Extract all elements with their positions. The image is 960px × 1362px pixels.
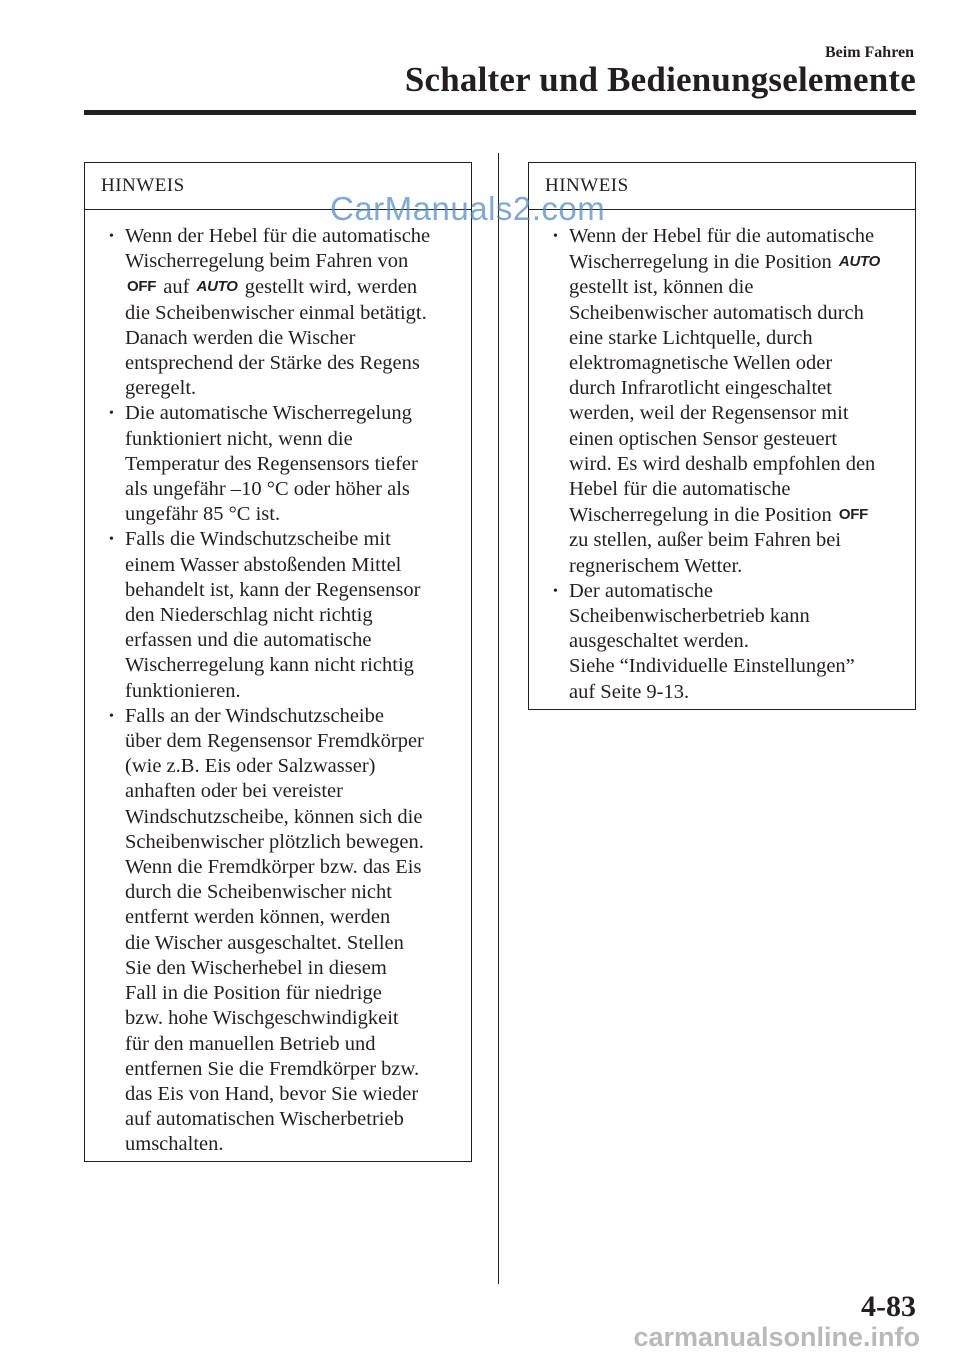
text-line: Siehe “Individuelle Einstellungen” xyxy=(569,655,855,678)
text-line: auf automatischen Wischerbetrieb xyxy=(125,1108,404,1131)
bullet: • xyxy=(109,708,114,724)
text-line: Fall in die Position für niedrige xyxy=(125,982,382,1005)
bullet: • xyxy=(109,406,114,422)
note-box-right xyxy=(528,162,916,710)
text-fragment: Wischerregelung in die Position xyxy=(569,504,832,527)
text-line: eine starke Lichtquelle, durch xyxy=(569,326,813,349)
list-item xyxy=(95,401,459,527)
text-line: Scheibenwischer plötzlich bewegen. xyxy=(125,830,424,853)
text-line: Temperatur des Regensensors tiefer xyxy=(125,452,418,475)
text-line: Wenn der Hebel für die automatische xyxy=(569,225,875,247)
text-line: funktionieren. xyxy=(125,679,241,702)
text-line: entfernen Sie die Fremdkörper bzw. xyxy=(125,1057,420,1080)
list-item xyxy=(95,224,459,401)
text-line: Wenn die Fremdkörper bzw. das Eis xyxy=(125,856,422,879)
text-line: Danach werden die Wischer xyxy=(125,326,356,349)
text-line: ungefähr 85 °C ist. xyxy=(125,503,281,526)
note-heading: HINWEIS xyxy=(529,163,915,210)
text-line: Scheibenwischer automatisch durch xyxy=(569,301,864,324)
text-fragment: Wischerregelung in die Position xyxy=(569,251,832,274)
bullet: • xyxy=(553,229,558,244)
text-line: behandelt ist, kann der Regensensor xyxy=(125,578,421,601)
column-divider xyxy=(498,153,499,1284)
text-line: Die automatische Wischerregelung xyxy=(125,402,412,425)
text-line: Wischerregelung kann nicht richtig xyxy=(125,654,414,677)
text-fragment: gestellt wird, werden xyxy=(244,276,418,299)
text-line: bzw. hohe Wischgeschwindigkeit xyxy=(125,1007,399,1030)
note-list xyxy=(85,210,471,1158)
text-line: gestellt ist, können die xyxy=(569,276,754,299)
page-number: 4-83 xyxy=(861,1290,916,1323)
header-rule xyxy=(84,110,916,115)
text-line: einem Wasser abstoßenden Mittel xyxy=(125,553,402,576)
text-line: erfassen und die automatische xyxy=(125,629,372,652)
auto-symbol-icon: AUTO xyxy=(196,278,238,296)
text-line: ausgeschaltet werden. xyxy=(569,630,749,653)
text-line: werden, weil der Regensensor mit xyxy=(569,402,849,425)
text-line: geregelt. xyxy=(125,377,197,400)
text-line: zu stellen, außer beim Fahren bei xyxy=(569,529,842,552)
text-line: durch die Scheibenwischer nicht xyxy=(125,881,392,904)
text-line xyxy=(125,274,459,300)
text-line: über dem Regensensor Fremdkörper xyxy=(125,730,424,753)
text-line: elektromagnetische Wellen oder xyxy=(569,352,833,375)
text-line: Wenn der Hebel für die automatische xyxy=(125,225,431,247)
text-line: das Eis von Hand, bevor Sie wieder xyxy=(125,1082,419,1105)
site-footer: carmanualsonline.info xyxy=(633,1322,920,1352)
text-line: Der automatische xyxy=(569,579,714,602)
note-heading: HINWEIS xyxy=(85,163,471,210)
bullet: • xyxy=(109,229,114,244)
bullet: • xyxy=(109,532,114,548)
bullet: • xyxy=(553,583,558,599)
text-line: als ungefähr –10 °C oder höher als xyxy=(125,478,410,501)
text-line: für den manuellen Betrieb und xyxy=(125,1032,376,1055)
text-line: die Scheibenwischer einmal betätigt. xyxy=(125,301,427,324)
watermark: CarManuals2.com xyxy=(330,190,606,227)
auto-symbol-icon: AUTO xyxy=(838,253,880,271)
text-line: anhaften oder bei vereister xyxy=(125,780,343,803)
text-line: die Wischer ausgeschaltet. Stellen xyxy=(125,931,404,954)
off-symbol-icon: OFF xyxy=(127,278,157,296)
text-line: Scheibenwischerbetrieb kann xyxy=(569,605,810,628)
note-box-left xyxy=(84,162,472,1162)
text-line: wird. Es wird deshalb empfohlen den xyxy=(569,452,876,475)
text-line: Sie den Wischerhebel in diesem xyxy=(125,956,387,979)
text-line: umschalten. xyxy=(125,1133,224,1156)
chapter-title: Schalter und Bedienungselemente xyxy=(404,60,916,99)
text-line: einen optischen Sensor gesteuert xyxy=(569,427,838,450)
section-label: Beim Fahren xyxy=(824,44,914,61)
text-line: Windschutzscheibe, können sich die xyxy=(125,805,423,828)
text-line: regnerischem Wetter. xyxy=(569,554,743,577)
text-line: durch Infrarotlicht eingeschaltet xyxy=(569,377,832,400)
text-fragment: auf xyxy=(163,276,190,299)
text-line: (wie z.B. Eis oder Salzwasser) xyxy=(125,755,376,778)
text-line: auf Seite 9-13. xyxy=(569,680,690,703)
text-line: entfernt werden können, werden xyxy=(125,906,391,929)
list-item xyxy=(95,704,459,1158)
off-symbol-icon: OFF xyxy=(838,506,868,524)
text-line: Hebel für die automatische xyxy=(569,478,791,501)
text-line: Falls an der Windschutzscheibe xyxy=(125,704,384,727)
list-item xyxy=(95,527,459,703)
text-line: Falls die Windschutzscheibe mit xyxy=(125,528,391,551)
text-line: funktioniert nicht, wenn die xyxy=(125,427,353,450)
text-line: entsprechend der Stärke des Regens xyxy=(125,352,420,375)
text-line: Wischerregelung beim Fahren von xyxy=(125,250,409,273)
text-line xyxy=(569,502,903,528)
text-line: den Niederschlag nicht richtig xyxy=(125,604,373,627)
list-item xyxy=(539,579,903,705)
list-item xyxy=(539,224,903,579)
text-line xyxy=(569,249,903,275)
note-list xyxy=(529,210,915,705)
